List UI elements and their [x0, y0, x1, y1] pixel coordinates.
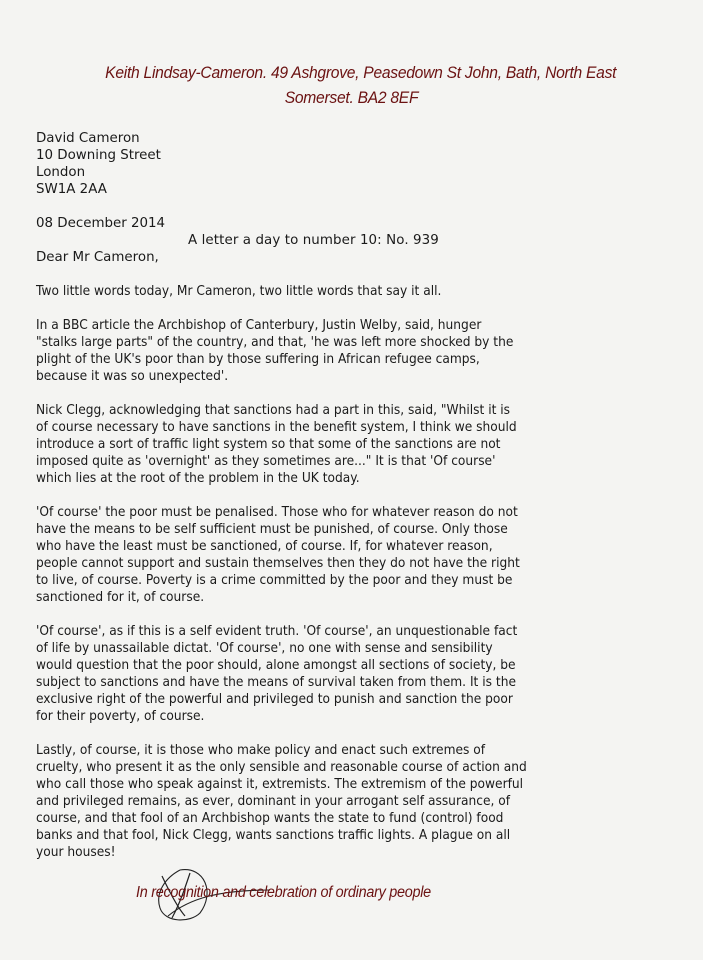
paragraph-line: who have the least must be sanctioned, of course. If, for whatever reason,	[36, 538, 493, 554]
letter-body	[36, 130, 616, 861]
paragraph-line: Lastly, of course, it is those who make policy and enact such extremes of	[36, 742, 486, 758]
footer-motto: In recognition and celebration of ordinary people	[136, 884, 431, 901]
letterhead-line-2: Somerset. BA2 8EF	[284, 88, 419, 107]
recipient-street: 10 Downing Street	[36, 148, 161, 163]
paragraph-line: which lies at the root of the problem in the UK today.	[36, 470, 360, 486]
paragraph-line: Nick Clegg, acknowledging that sanctions had a part in this, said, "Whilst it is	[36, 402, 511, 418]
paragraph-line: cruelty, who present it as the only sensible and reasonable course of action and	[36, 759, 527, 775]
paragraph	[36, 317, 621, 385]
paragraph-line: have the means to be self sufficient must be punished, of course. Only those	[36, 521, 508, 537]
paragraph-line: In a BBC article the Archbishop of Canterbury, Justin Welby, said, hunger	[36, 317, 482, 333]
paragraphs	[36, 283, 616, 861]
recipient-postcode: SW1A 2AA	[36, 182, 107, 197]
paragraph-line: Two little words today, Mr Cameron, two little words that say it all.	[36, 283, 442, 299]
paragraph-line: and privileged remains, as ever, dominant in your arrogant self assurance, of	[36, 793, 511, 809]
paragraph	[36, 742, 621, 861]
recipient-address	[36, 130, 616, 198]
letterhead-line-1: Keith Lindsay-Cameron. 49 Ashgrove, Peasedown St John, Bath, North East	[105, 63, 617, 82]
series-label: A letter a day to number 10: No. 939	[188, 233, 439, 248]
paragraph-line: because it was so unexpected'.	[36, 368, 229, 384]
paragraph	[36, 402, 621, 487]
recipient-city: London	[36, 165, 86, 180]
salutation: Dear Mr Cameron,	[36, 250, 159, 265]
recipient-name: David Cameron	[36, 131, 140, 146]
paragraph-line: imposed quite as 'overnight' as they sometimes are..." It is that 'Of course'	[36, 453, 496, 469]
paragraph	[36, 283, 621, 300]
paragraph-line: people cannot support and sustain themselves then they do not have the right	[36, 555, 520, 571]
paragraph-line: "stalks large parts" of the country, and that, 'he was left more shocked by the	[36, 334, 514, 350]
paragraph-line: your houses!	[36, 844, 116, 860]
paragraph-line: 'Of course' the poor must be penalised. Those who for whatever reason do not	[36, 504, 518, 520]
letterhead	[28, 60, 675, 110]
paragraph-line: exclusive right of the powerful and privileged to punish and sanction the poor	[36, 691, 513, 707]
paragraph-line: would question that the poor should, alone amongst all sections of society, be	[36, 657, 516, 673]
paragraph	[36, 623, 621, 725]
paragraph-line: for their poverty, of course.	[36, 708, 205, 724]
paragraph-line: banks and that fool, Nick Clegg, wants sanctions traffic lights. A plague on all	[36, 827, 511, 843]
paragraph-line: of life by unassailable dictat. 'Of course', no one with sense and sensibility	[36, 640, 493, 656]
paragraph-line: who call those who speak against it, extremists. The extremism of the powerful	[36, 776, 524, 792]
paragraph-line: 'Of course', as if this is a self evident truth. 'Of course', an unquestionable fact	[36, 623, 518, 639]
paragraph-line: subject to sanctions and have the means of survival taken from them. It is the	[36, 674, 516, 690]
letter-date: 08 December 2014	[36, 216, 166, 231]
paragraph-line: introduce a sort of traffic light system so that some of the sanctions are not	[36, 436, 501, 452]
paragraph-line: to live, of course. Poverty is a crime committed by the poor and they must be	[36, 572, 513, 588]
paragraph-line: sanctioned for it, of course.	[36, 589, 205, 605]
paragraph-line: course, and that fool of an Archbishop wants the state to fund (control) food	[36, 810, 504, 826]
paragraph	[36, 504, 621, 606]
paragraph-line: plight of the UK's poor than by those suffering in African refugee camps,	[36, 351, 480, 367]
paragraph-line: of course necessary to have sanctions in the benefit system, I think we should	[36, 419, 517, 435]
